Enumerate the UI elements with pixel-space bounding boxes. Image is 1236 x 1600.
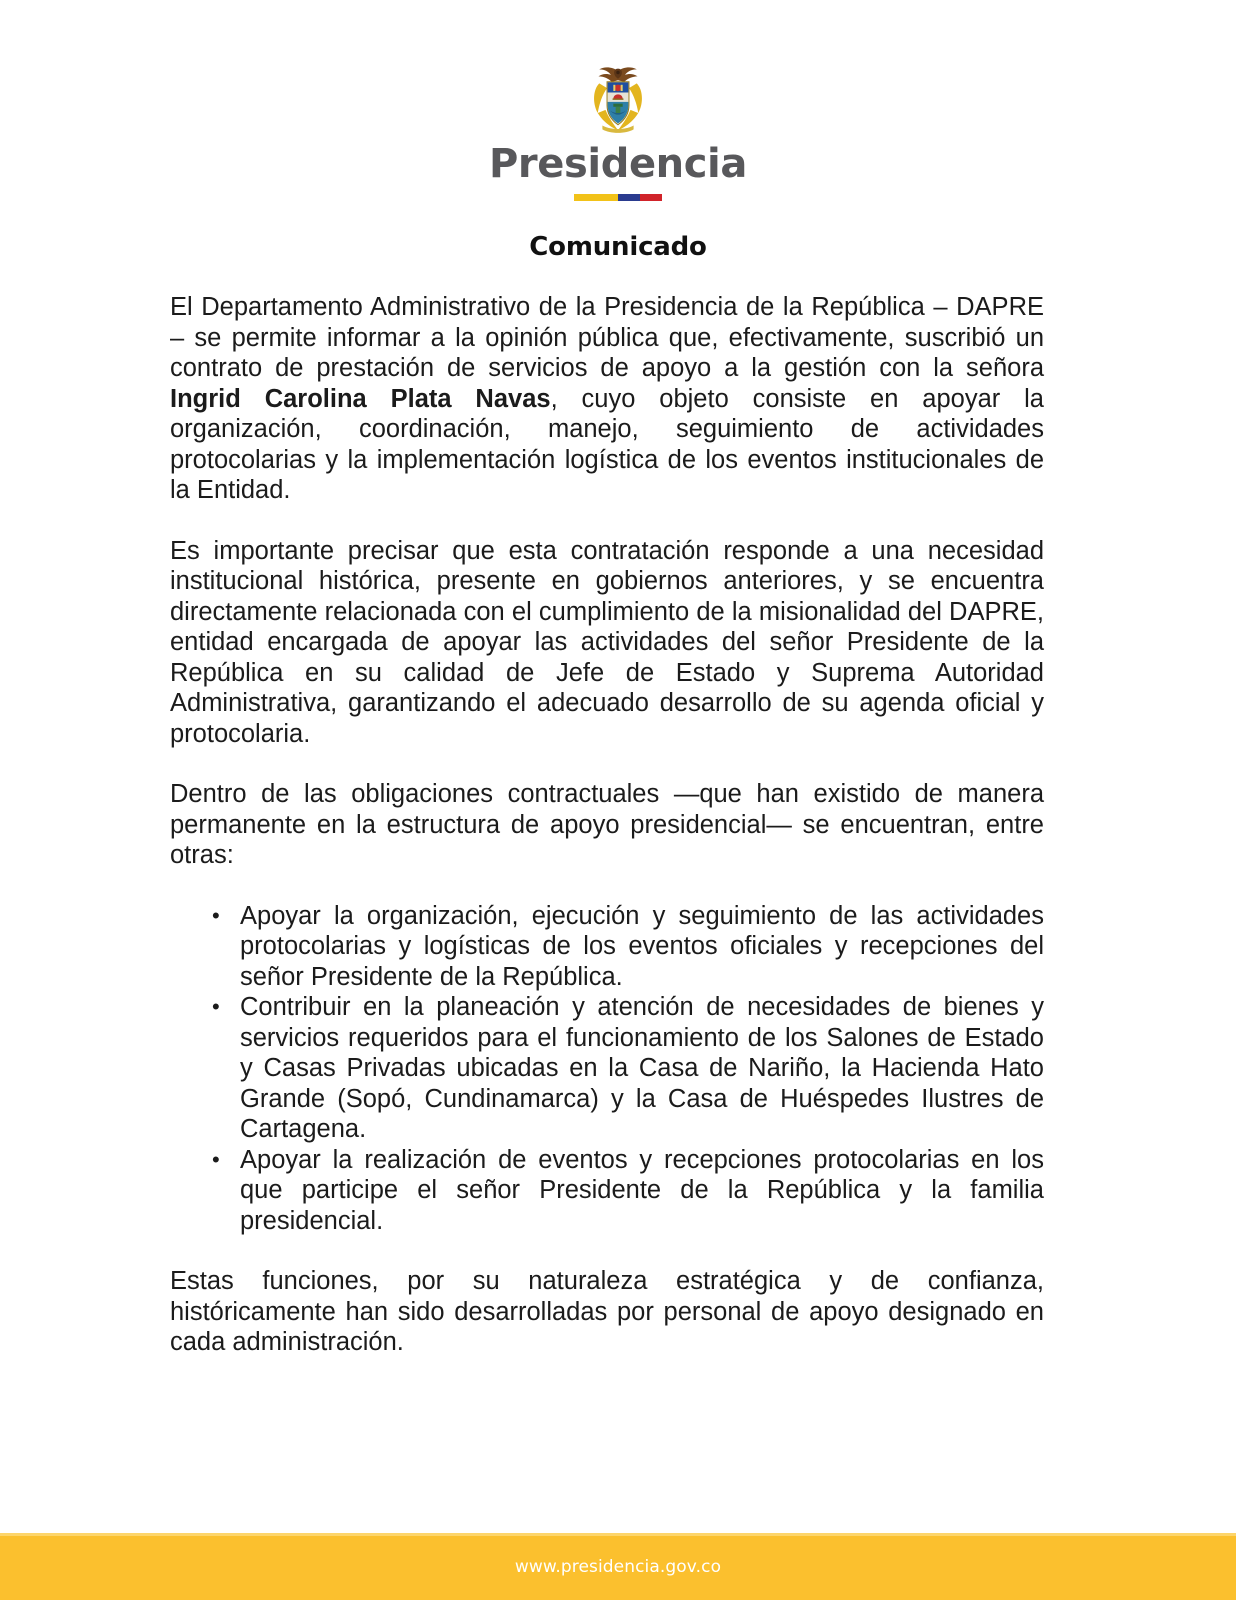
paragraph-1-lead: El Departamento Administrativo de la Presidencia de la República – DAPRE – se permite informar a la opinión pública que, efectivamente, suscribió un contrato de prestación de servicios de apoyo a la gestión con la señora — [170, 293, 1044, 382]
list-item-text: Contribuir en la planeación y atención de necesidades de bienes y servicios requeridos para el funcionamiento de los Salones de Estado y Casas Privadas ubicadas en la Casa de Nariño, la Hacienda Hato Grande (Sopó, Cundinamarca) y la Casa de Huéspedes Ilustres de Cartagena. — [240, 993, 1044, 1143]
contractor-name: Ingrid Carolina Plata Navas — [170, 384, 551, 413]
obligations-list — [170, 901, 1044, 1237]
paragraph-1 — [170, 292, 1044, 506]
document-body — [170, 292, 1044, 1358]
footer-website-url[interactable]: www.presidencia.gov.co — [514, 1556, 722, 1577]
list-item — [170, 1145, 1044, 1237]
letterhead — [0, 60, 1236, 201]
page-title: Comunicado — [529, 232, 707, 262]
flag-band-blue — [618, 194, 640, 201]
list-item-text: Apoyar la realización de eventos y recepciones protocolarias en los que participe el señor Presidente de la República y la familia presidencial. — [240, 1145, 1044, 1235]
list-item — [170, 901, 1044, 993]
paragraph-3: Dentro de las obligaciones contractuales —que han existido de manera permanente en la estructura de apoyo presidencial— se encuentran, entre otras: — [170, 780, 1044, 869]
flag-band-red — [640, 194, 662, 201]
paragraph-2: Es importante precisar que esta contratación responde a una necesidad institucional histórica, presente en gobiernos anteriores, y se encuentra directamente relacionada con el cumplimiento de la misionalidad del DAPRE, entidad encargada de apoyar las actividades del señor Presidente de la República en su calidad de Jefe de Estado y Suprema Autoridad Administrativa, garantizando el adecuado desarrollo de su agenda oficial y protocolaria. — [170, 536, 1044, 748]
brand-wordmark: Presidencia — [489, 141, 747, 187]
list-item-text: Apoyar la organización, ejecución y seguimiento de las actividades protocolarias y logísticas de los eventos oficiales y recepciones del señor Presidente de la República. — [240, 901, 1044, 991]
paragraph-1-tail: , cuyo objeto consiste en apoyar la organización, coordinación, manejo, seguimiento de actividades protocolarias y la implementación logística de los eventos institucionales de la Entidad. — [170, 384, 1044, 504]
colombia-flag-bar-icon — [574, 194, 662, 201]
bullet-icon: • — [212, 994, 220, 1019]
bullet-icon: • — [212, 902, 220, 928]
bullet-icon: • — [212, 1146, 220, 1172]
flag-band-yellow — [574, 194, 618, 201]
list-item — [170, 992, 1044, 1145]
paragraph-4: Estas funciones, por su naturaleza estratégica y de confianza, históricamente han sido desarrolladas por personal de apoyo designado en cada administración. — [170, 1267, 1044, 1356]
footer-bar — [0, 1533, 1236, 1600]
colombia-coat-of-arms-icon — [579, 60, 657, 138]
